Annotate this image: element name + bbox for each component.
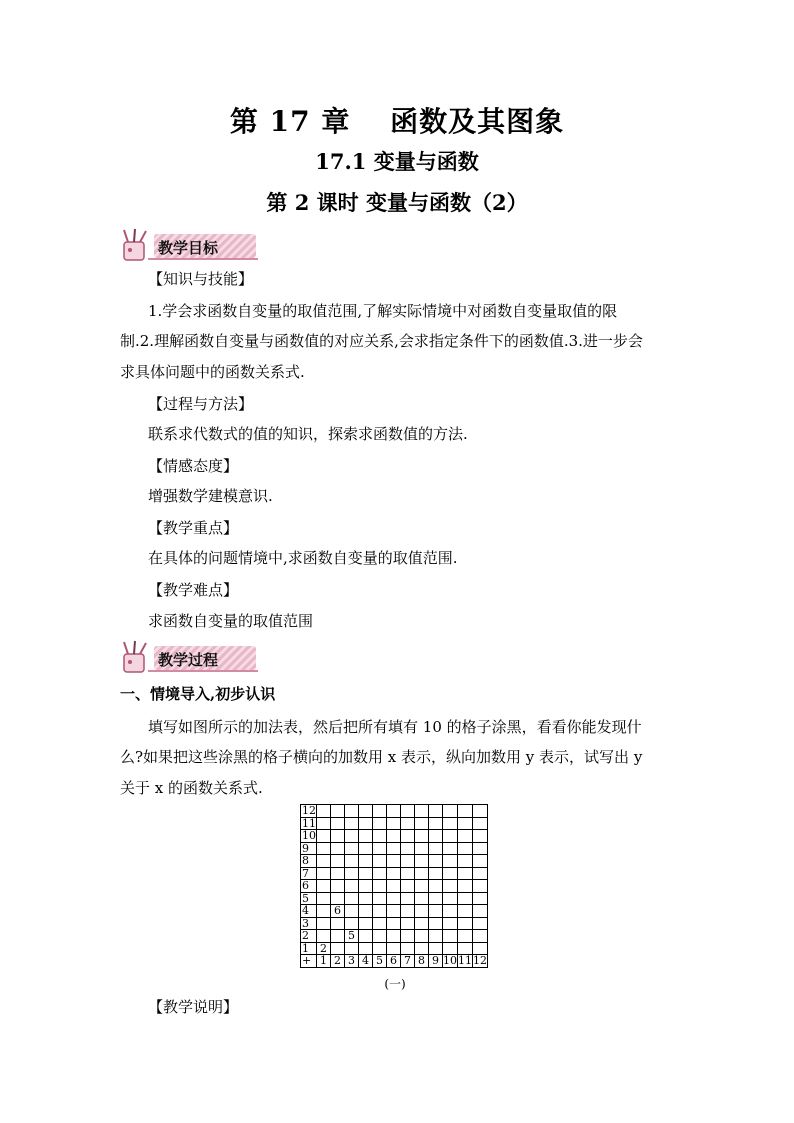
table-cell: 2 <box>301 930 317 943</box>
table-cell: 7 <box>401 955 415 968</box>
lesson-title: 第 2 课时 变量与函数（2） <box>266 190 528 215</box>
table-cell <box>345 867 359 880</box>
key-text: 在具体的问题情境中,求函数自变量的取值范围. <box>148 549 458 567</box>
table-cell <box>387 892 401 905</box>
table-cell: 1 <box>317 955 331 968</box>
table-cell <box>359 942 373 955</box>
table-cell <box>415 880 429 893</box>
table-cell <box>387 842 401 855</box>
table-cell <box>359 830 373 843</box>
table-cell <box>458 842 473 855</box>
table-cell <box>331 867 345 880</box>
table-cell: 6 <box>387 955 401 968</box>
badge-process <box>118 644 258 674</box>
table-cell <box>415 942 429 955</box>
table-cell <box>458 942 473 955</box>
table-cell <box>429 917 443 930</box>
table-cell <box>345 817 359 830</box>
table-cell <box>401 892 415 905</box>
table-cell <box>429 905 443 918</box>
table-row <box>301 817 488 830</box>
table-cell <box>429 830 443 843</box>
table-cell <box>443 842 458 855</box>
table-cell <box>443 892 458 905</box>
intro-line-2: 么?如果把这些涂黑的格子横向的加数用 x 表示，纵向加数用 y 表示，试写出 y <box>120 748 643 766</box>
method-heading: 【过程与方法】 <box>148 395 254 413</box>
intro-line-1: 填写如图所示的加法表，然后把所有填有 10 的格子涂黑，看看你能发现什 <box>148 718 642 736</box>
table-cell <box>473 942 488 955</box>
table-cell <box>401 830 415 843</box>
table-row <box>301 892 488 905</box>
table-cell <box>359 905 373 918</box>
table-cell <box>401 817 415 830</box>
table-cell <box>345 842 359 855</box>
badge-process-label: 教学过程 <box>158 651 219 669</box>
table-cell <box>345 905 359 918</box>
addition-table-grid <box>300 804 488 968</box>
table-cell <box>401 942 415 955</box>
table-row <box>301 917 488 930</box>
table-cell <box>443 805 458 818</box>
table-cell <box>458 892 473 905</box>
table-cell: 12 <box>302 804 316 818</box>
table-cell <box>359 805 373 818</box>
table-cell <box>345 917 359 930</box>
table-cell: 9 <box>301 842 317 855</box>
table-cell <box>345 880 359 893</box>
table-cell <box>429 892 443 905</box>
table-cell: 5 <box>301 892 317 905</box>
table-cell <box>317 817 331 830</box>
table-cell <box>331 842 345 855</box>
table-cell <box>359 930 373 943</box>
table-cell <box>331 830 345 843</box>
table-cell: 6 <box>331 905 345 918</box>
table-cell <box>331 855 345 868</box>
table-row <box>301 955 488 968</box>
table-cell <box>473 867 488 880</box>
note-heading: 【教学说明】 <box>148 998 239 1016</box>
table-cell: 12 <box>473 954 487 968</box>
table-cell <box>317 930 331 943</box>
table-cell <box>429 817 443 830</box>
table-row <box>301 942 488 955</box>
table-cell <box>415 867 429 880</box>
badge-goals-label: 教学目标 <box>158 239 219 257</box>
table-cell <box>317 867 331 880</box>
table-cell <box>429 930 443 943</box>
table-cell: 2 <box>331 955 345 968</box>
table-cell <box>373 905 387 918</box>
table-row <box>301 930 488 943</box>
table-cell <box>359 880 373 893</box>
table-row <box>301 880 488 893</box>
table-cell: 1 <box>301 942 317 955</box>
table-cell <box>415 817 429 830</box>
table-cell <box>473 830 488 843</box>
emotion-text: 增强数学建模意识. <box>148 487 273 505</box>
table-cell <box>317 905 331 918</box>
section-title: 17.1 变量与函数 <box>315 149 479 174</box>
table-cell: 7 <box>301 867 317 880</box>
table-cell <box>331 942 345 955</box>
table-cell <box>473 892 488 905</box>
section-1-heading: 一、情境导入,初步认识 <box>120 685 276 703</box>
table-cell <box>429 867 443 880</box>
table-cell: 11 <box>302 816 316 830</box>
table-cell <box>345 805 359 818</box>
table-caption: (一) <box>384 977 406 991</box>
knowledge-line-2: 制.2.理解函数自变量与函数值的对应关系,会求指定条件下的函数值.3.进一步会 <box>120 332 643 350</box>
table-cell <box>345 892 359 905</box>
table-cell <box>429 880 443 893</box>
addition-table <box>300 804 488 968</box>
table-cell <box>401 805 415 818</box>
table-cell <box>415 905 429 918</box>
chapter-title: 第 17 章 函数及其图象 <box>229 105 565 138</box>
table-cell: 8 <box>301 855 317 868</box>
table-row <box>301 855 488 868</box>
table-cell <box>387 805 401 818</box>
table-cell <box>473 917 488 930</box>
table-cell <box>458 855 473 868</box>
table-cell <box>401 930 415 943</box>
table-cell <box>429 842 443 855</box>
table-cell <box>443 830 458 843</box>
table-cell <box>387 942 401 955</box>
knowledge-line-3: 求具体问题中的函数关系式. <box>120 363 305 381</box>
table-cell <box>473 805 488 818</box>
table-row <box>301 842 488 855</box>
table-cell: 8 <box>415 955 429 968</box>
table-row <box>301 830 488 843</box>
table-cell <box>443 817 458 830</box>
table-cell <box>473 880 488 893</box>
table-cell <box>373 892 387 905</box>
table-cell: 10 <box>443 954 457 968</box>
table-cell <box>473 817 488 830</box>
table-cell <box>373 830 387 843</box>
table-cell <box>458 817 473 830</box>
table-cell <box>317 855 331 868</box>
table-cell <box>443 880 458 893</box>
table-cell <box>345 942 359 955</box>
table-cell <box>473 842 488 855</box>
knowledge-heading: 【知识与技能】 <box>148 270 254 288</box>
table-cell <box>458 930 473 943</box>
table-cell: 5 <box>373 955 387 968</box>
table-cell <box>429 855 443 868</box>
table-cell <box>415 842 429 855</box>
table-cell: 4 <box>359 955 373 968</box>
table-cell <box>317 917 331 930</box>
table-cell <box>359 917 373 930</box>
table-cell <box>359 842 373 855</box>
table-cell <box>373 880 387 893</box>
table-cell <box>458 917 473 930</box>
emotion-heading: 【情感态度】 <box>148 457 239 475</box>
table-cell <box>359 855 373 868</box>
table-cell: 6 <box>301 880 317 893</box>
table-cell <box>443 855 458 868</box>
table-cell <box>429 942 443 955</box>
table-cell <box>387 830 401 843</box>
table-cell <box>373 930 387 943</box>
table-cell <box>458 830 473 843</box>
badge-goals <box>118 232 258 262</box>
table-cell <box>415 930 429 943</box>
table-cell: + <box>301 955 317 968</box>
difficult-heading: 【教学难点】 <box>148 581 239 599</box>
table-cell <box>387 930 401 943</box>
table-cell <box>387 855 401 868</box>
table-cell <box>345 830 359 843</box>
table-cell <box>401 905 415 918</box>
table-cell <box>401 855 415 868</box>
table-cell <box>443 942 458 955</box>
table-cell <box>401 917 415 930</box>
table-cell <box>345 855 359 868</box>
table-cell: 9 <box>429 955 443 968</box>
table-cell <box>387 817 401 830</box>
key-heading: 【教学重点】 <box>148 519 239 537</box>
knowledge-line-1: 1.学会求函数自变量的取值范围,了解实际情境中对函数自变量取值的限 <box>148 302 618 320</box>
table-cell <box>387 905 401 918</box>
table-cell <box>429 805 443 818</box>
table-cell: 3 <box>345 955 359 968</box>
table-cell <box>331 930 345 943</box>
table-cell <box>458 867 473 880</box>
table-cell <box>373 817 387 830</box>
table-cell <box>415 917 429 930</box>
table-cell <box>359 867 373 880</box>
table-cell <box>373 855 387 868</box>
table-cell <box>473 930 488 943</box>
table-cell <box>443 930 458 943</box>
method-text: 联系求代数式的值的知识，探索求函数值的方法. <box>148 425 468 443</box>
table-cell <box>401 842 415 855</box>
table-cell <box>373 867 387 880</box>
table-cell: 3 <box>301 917 317 930</box>
table-cell <box>317 880 331 893</box>
table-cell <box>331 892 345 905</box>
table-cell <box>359 892 373 905</box>
table-cell <box>331 917 345 930</box>
table-cell <box>373 942 387 955</box>
table-cell <box>415 805 429 818</box>
table-cell <box>317 805 331 818</box>
table-cell: 10 <box>302 829 316 843</box>
table-cell <box>317 842 331 855</box>
table-cell <box>443 917 458 930</box>
table-cell <box>458 805 473 818</box>
table-cell <box>458 905 473 918</box>
table-cell <box>443 867 458 880</box>
table-cell <box>387 880 401 893</box>
table-row <box>301 905 488 918</box>
table-cell <box>317 892 331 905</box>
table-cell <box>373 917 387 930</box>
table-cell: 5 <box>345 930 359 943</box>
table-cell <box>443 905 458 918</box>
table-cell <box>331 880 345 893</box>
table-cell <box>458 880 473 893</box>
table-cell: 11 <box>458 954 472 968</box>
table-cell <box>373 842 387 855</box>
difficult-text: 求函数自变量的取值范围 <box>148 612 314 630</box>
table-cell <box>387 917 401 930</box>
table-cell <box>359 817 373 830</box>
table-cell: 2 <box>317 942 331 955</box>
table-row <box>301 805 488 818</box>
table-cell <box>415 892 429 905</box>
table-cell <box>473 905 488 918</box>
table-cell <box>415 855 429 868</box>
table-cell <box>401 880 415 893</box>
table-cell <box>415 830 429 843</box>
table-cell <box>473 855 488 868</box>
table-cell: 4 <box>301 905 317 918</box>
intro-line-3: 关于 x 的函数关系式. <box>120 779 263 797</box>
table-cell <box>387 867 401 880</box>
table-cell <box>373 805 387 818</box>
table-cell <box>331 805 345 818</box>
table-cell <box>401 867 415 880</box>
table-row <box>301 867 488 880</box>
table-cell <box>331 817 345 830</box>
table-cell <box>317 830 331 843</box>
